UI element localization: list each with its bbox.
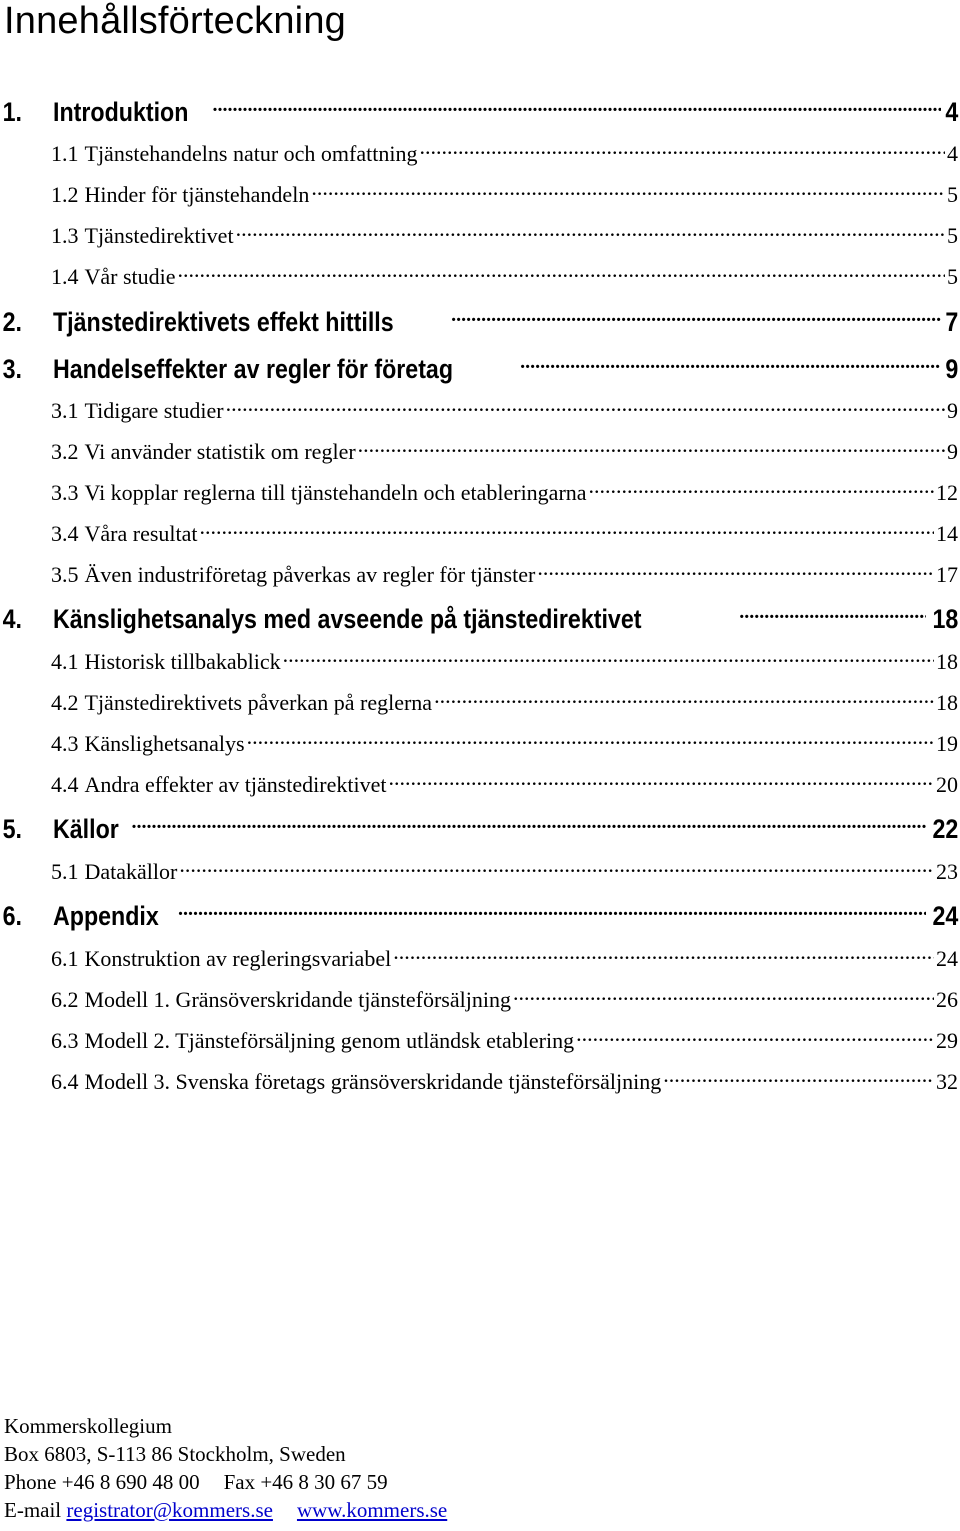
toc-entry-title: Datakällor (84, 859, 178, 884)
toc-entry-number: 3.1 (51, 398, 79, 423)
toc-page-number: 5 (947, 223, 958, 248)
toc-page-number: 4 (945, 97, 959, 127)
toc-page-number: 22 (932, 814, 959, 844)
dot-leader (739, 601, 926, 628)
dot-leader (179, 857, 934, 879)
dot-leader (388, 770, 934, 792)
toc-page-number: 9 (947, 398, 958, 423)
email-link[interactable]: registrator@kommers.se (66, 1498, 273, 1522)
dot-leader (358, 437, 945, 459)
dot-leader (226, 396, 945, 418)
toc-entry-number: 3.3 (51, 480, 79, 505)
toc-entry-title: Hinder för tjänstehandeln (84, 182, 310, 207)
dot-leader (434, 688, 934, 710)
website-link[interactable]: www.kommers.se (296, 1498, 448, 1522)
dot-leader (576, 1026, 934, 1048)
toc-chapter-entry[interactable] (0, 94, 960, 128)
dot-leader (537, 560, 934, 582)
toc-page-number: 4 (947, 141, 958, 166)
dot-leader (200, 519, 935, 541)
toc-section-entry[interactable] (0, 729, 960, 758)
toc-entry-number: 2. (2, 307, 22, 337)
postal-address: Box 6803, S-113 86 Stockholm, Sweden (4, 1442, 346, 1466)
toc-entry-number: 3.5 (51, 562, 79, 587)
toc-entry-title: Tidigare studier (84, 398, 224, 423)
toc-entry-number: 1.4 (51, 264, 79, 289)
dot-leader (132, 811, 926, 838)
toc-page-number: 23 (936, 859, 958, 884)
dot-leader (513, 985, 934, 1007)
phone-number: Phone +46 8 690 48 00 (4, 1470, 200, 1494)
toc-section-entry[interactable] (0, 478, 960, 507)
toc-page-number: 20 (936, 772, 958, 797)
dot-leader (663, 1067, 934, 1089)
toc-entry-number: 5. (2, 814, 22, 844)
toc-entry-title: Tjänstedirektivet (84, 223, 234, 248)
toc-entry-title: Känslighetsanalys (84, 731, 245, 756)
toc-entry-title: Tjänstehandelns natur och omfattning (84, 141, 418, 166)
toc-page-number: 19 (936, 731, 958, 756)
toc-section-entry[interactable] (0, 944, 960, 973)
toc-entry-number: 6.4 (51, 1069, 79, 1094)
toc-chapter-entry[interactable] (0, 898, 960, 932)
dot-leader (178, 262, 945, 284)
toc-page-number: 7 (945, 307, 959, 337)
toc-entry-title: Vår studie (84, 264, 176, 289)
toc-section-entry[interactable] (0, 560, 960, 589)
toc-page-number: 18 (936, 690, 958, 715)
organization-name: Kommerskollegium (4, 1414, 172, 1438)
toc-page-number: 9 (947, 439, 958, 464)
toc-entry-title: Konstruktion av regleringsvariabel (84, 946, 392, 971)
toc-entry-number: 6.1 (51, 946, 79, 971)
toc-section-entry[interactable] (0, 1067, 960, 1096)
toc-entry-number: 1. (2, 97, 22, 127)
toc-entry-title: Modell 2. Tjänsteförsäljning genom utländsk etablering (84, 1028, 575, 1053)
phone-fax-line (4, 1468, 447, 1496)
toc-section-entry[interactable] (0, 221, 960, 250)
dot-leader (212, 94, 941, 121)
toc-entry-number: 6.3 (51, 1028, 79, 1053)
toc-page-number: 17 (936, 562, 958, 587)
toc-entry-title: Källor (53, 814, 119, 844)
toc-section-entry[interactable] (0, 985, 960, 1014)
toc-entry-title: Andra effekter av tjänstedirektivet (84, 772, 387, 797)
toc-page-number: 9 (945, 354, 959, 384)
toc-page-number: 14 (936, 521, 958, 546)
toc-entry-number: 3.2 (51, 439, 79, 464)
toc-page-number: 32 (936, 1069, 958, 1094)
dot-leader (283, 647, 934, 669)
toc-section-entry[interactable] (0, 770, 960, 799)
toc-entry-number: 4.1 (51, 649, 79, 674)
toc-page-number: 18 (932, 604, 959, 634)
toc-section-entry[interactable] (0, 180, 960, 209)
dot-leader (236, 221, 945, 243)
toc-entry-title: Våra resultat (84, 521, 198, 546)
dot-leader (451, 304, 941, 331)
toc-entry-title: Även industriföretag påverkas av regler för tjänster (84, 562, 536, 587)
dot-leader (178, 898, 926, 925)
toc-entry-number: 6.2 (51, 987, 79, 1012)
toc-entry-title: Modell 3. Svenska företags gränsöverskridande tjänsteförsäljning (84, 1069, 662, 1094)
toc-entry-title: Känslighetsanalys med avseende på tjänstedirektivet (53, 604, 642, 634)
toc-entry-title: Vi använder statistik om regler (84, 439, 356, 464)
toc-entry-number: 3.4 (51, 521, 79, 546)
toc-page-number: 24 (936, 946, 958, 971)
toc-entry-number: 4.2 (51, 690, 79, 715)
dot-leader (520, 351, 941, 378)
page-title: Innehållsförteckning (4, 0, 346, 42)
toc-section-entry[interactable] (0, 857, 960, 886)
email-label: E-mail (4, 1498, 62, 1522)
toc-section-entry[interactable] (0, 437, 960, 466)
toc-page-number: 24 (932, 901, 959, 931)
toc-entry-title: Introduktion (53, 97, 189, 127)
toc-entry-title: Historisk tillbakablick (84, 649, 281, 674)
toc-entry-title: Modell 1. Gränsöverskridande tjänsteförsäljning (84, 987, 511, 1012)
toc-entry-number: 1.2 (51, 182, 79, 207)
toc-section-entry[interactable] (0, 396, 960, 425)
toc-page-number: 26 (936, 987, 958, 1012)
toc-entry-number: 1.1 (51, 141, 79, 166)
email-line (4, 1496, 447, 1524)
toc-page-number: 18 (936, 649, 958, 674)
fax-number: Fax +46 8 30 67 59 (223, 1470, 388, 1494)
toc-entry-number: 5.1 (51, 859, 79, 884)
toc-page-number: 5 (947, 182, 958, 207)
toc-section-entry[interactable] (0, 647, 960, 676)
toc-chapter-entry[interactable] (0, 811, 960, 845)
dot-leader (419, 139, 945, 161)
toc-entry-number: 3. (2, 354, 22, 384)
toc-chapter-entry[interactable] (0, 304, 960, 338)
dot-leader (589, 478, 934, 500)
toc-section-entry[interactable] (0, 519, 960, 548)
toc-entry-title: Tjänstedirektivets effekt hittills (53, 307, 394, 337)
toc-entry-number: 6. (2, 901, 22, 931)
toc-section-entry[interactable] (0, 1026, 960, 1055)
toc-entry-number: 4.3 (51, 731, 79, 756)
toc-entry-number: 4.4 (51, 772, 79, 797)
toc-page-number: 29 (936, 1028, 958, 1053)
toc-section-entry[interactable] (0, 139, 960, 168)
dot-leader (311, 180, 945, 202)
toc-entry-title: Vi kopplar reglerna till tjänstehandeln och etableringarna (84, 480, 587, 505)
toc-page-number: 5 (947, 264, 958, 289)
dot-leader (393, 944, 934, 966)
toc-entry-title: Handelseffekter av regler för företag (53, 354, 454, 384)
toc-entry-title: Appendix (53, 901, 159, 931)
toc-entry-number: 1.3 (51, 223, 79, 248)
toc-section-entry[interactable] (0, 688, 960, 717)
toc-chapter-entry[interactable] (0, 351, 960, 385)
toc-entry-title: Tjänstedirektivets påverkan på reglerna (84, 690, 433, 715)
dot-leader (247, 729, 934, 751)
toc-entry-number: 4. (2, 604, 22, 634)
toc-page-number: 12 (936, 480, 958, 505)
toc-chapter-entry[interactable] (0, 601, 960, 635)
toc-section-entry[interactable] (0, 262, 960, 291)
contact-footer (4, 1412, 447, 1524)
